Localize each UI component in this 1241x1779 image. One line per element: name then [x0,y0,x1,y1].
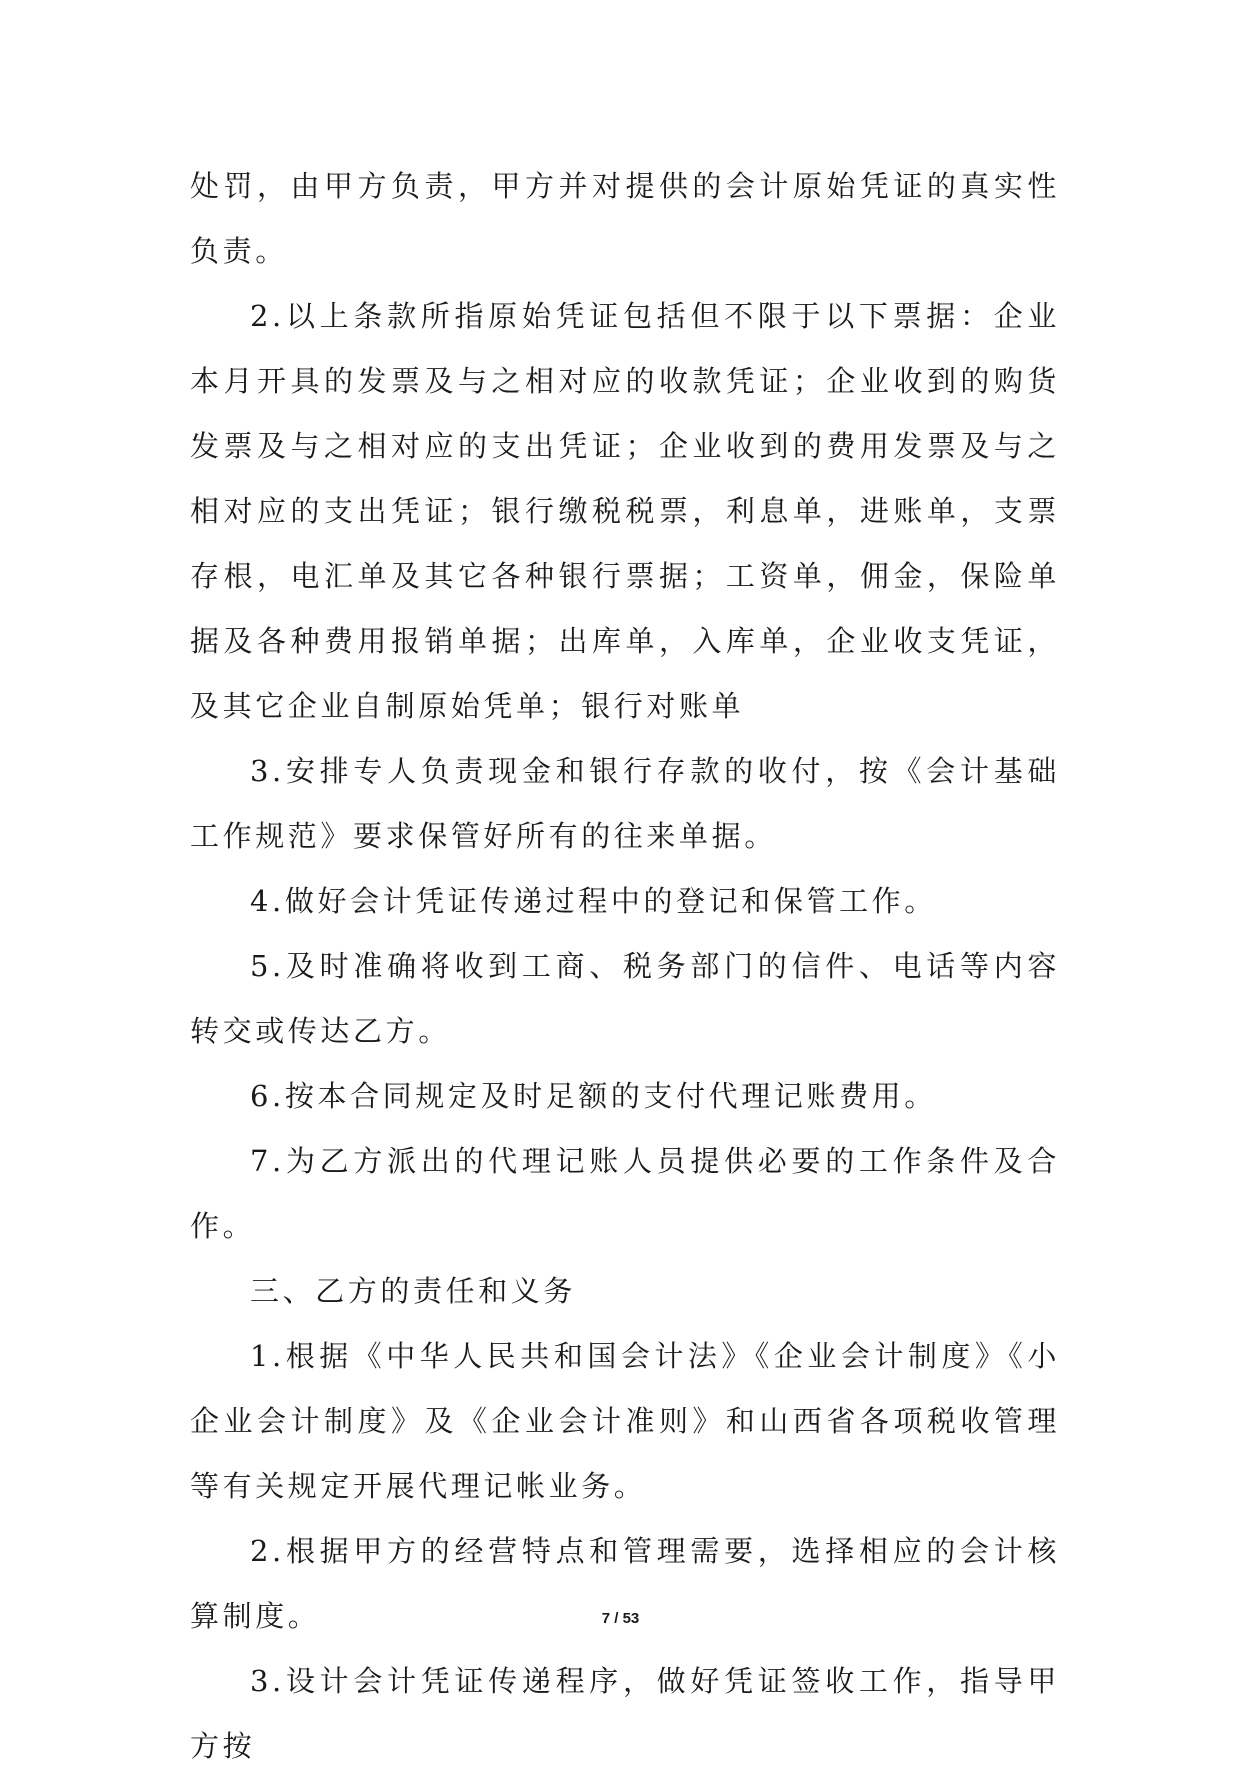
page-number: 7 / 53 [601,1610,640,1627]
paragraph-3: 3.安排专人负责现金和银行存款的收付，按《会计基础工作规范》要求保管好所有的往来单据。 [190,754,1060,853]
paragraph-6: 6.按本合同规定及时足额的支付代理记账费用。 [250,1079,937,1113]
paragraph-5: 5.及时准确将收到工商、税务部门的信件、电话等内容转交或传达乙方。 [190,949,1060,1048]
body-text [190,154,1060,1779]
paragraph-10: 3.设计会计凭证传递程序，做好凭证签收工作，指导甲方按 [190,1664,1060,1763]
section-heading: 三、乙方的责任和义务 [250,1274,577,1308]
paragraph-9: 2.根据甲方的经营特点和管理需要，选择相应的会计核算制度。 [190,1534,1060,1633]
paragraph-7: 7.为乙方派出的代理记账人员提供必要的工作条件及合作。 [190,1144,1060,1243]
paragraph-1: 处罚，由甲方负责，甲方并对提供的会计原始凭证的真实性负责。 [190,169,1060,268]
paragraph-2: 2.以上条款所指原始凭证包括但不限于以下票据：企业本月开具的发票及与之相对应的收款凭证；企业收到的购货发票及与之相对应的支出凭证；企业收到的费用发票及与之相对应的支出凭证；银行缴税税票，利息单，进账单，支票存根，电汇单及其它各种银行票据；工资单，佣金，保险单据及各种费用报销单据；出库单，入库单，企业收支凭证，及其它企业自制原始凭单；银行对账单 [190,299,1060,723]
paragraph-8: 1.根据《中华人民共和国会计法》《企业会计制度》《小企业会计制度》及《企业会计准则》和山西省各项税收管理等有关规定开展代理记帐业务。 [190,1339,1060,1503]
paragraph-4: 4.做好会计凭证传递过程中的登记和保管工作。 [250,884,937,918]
